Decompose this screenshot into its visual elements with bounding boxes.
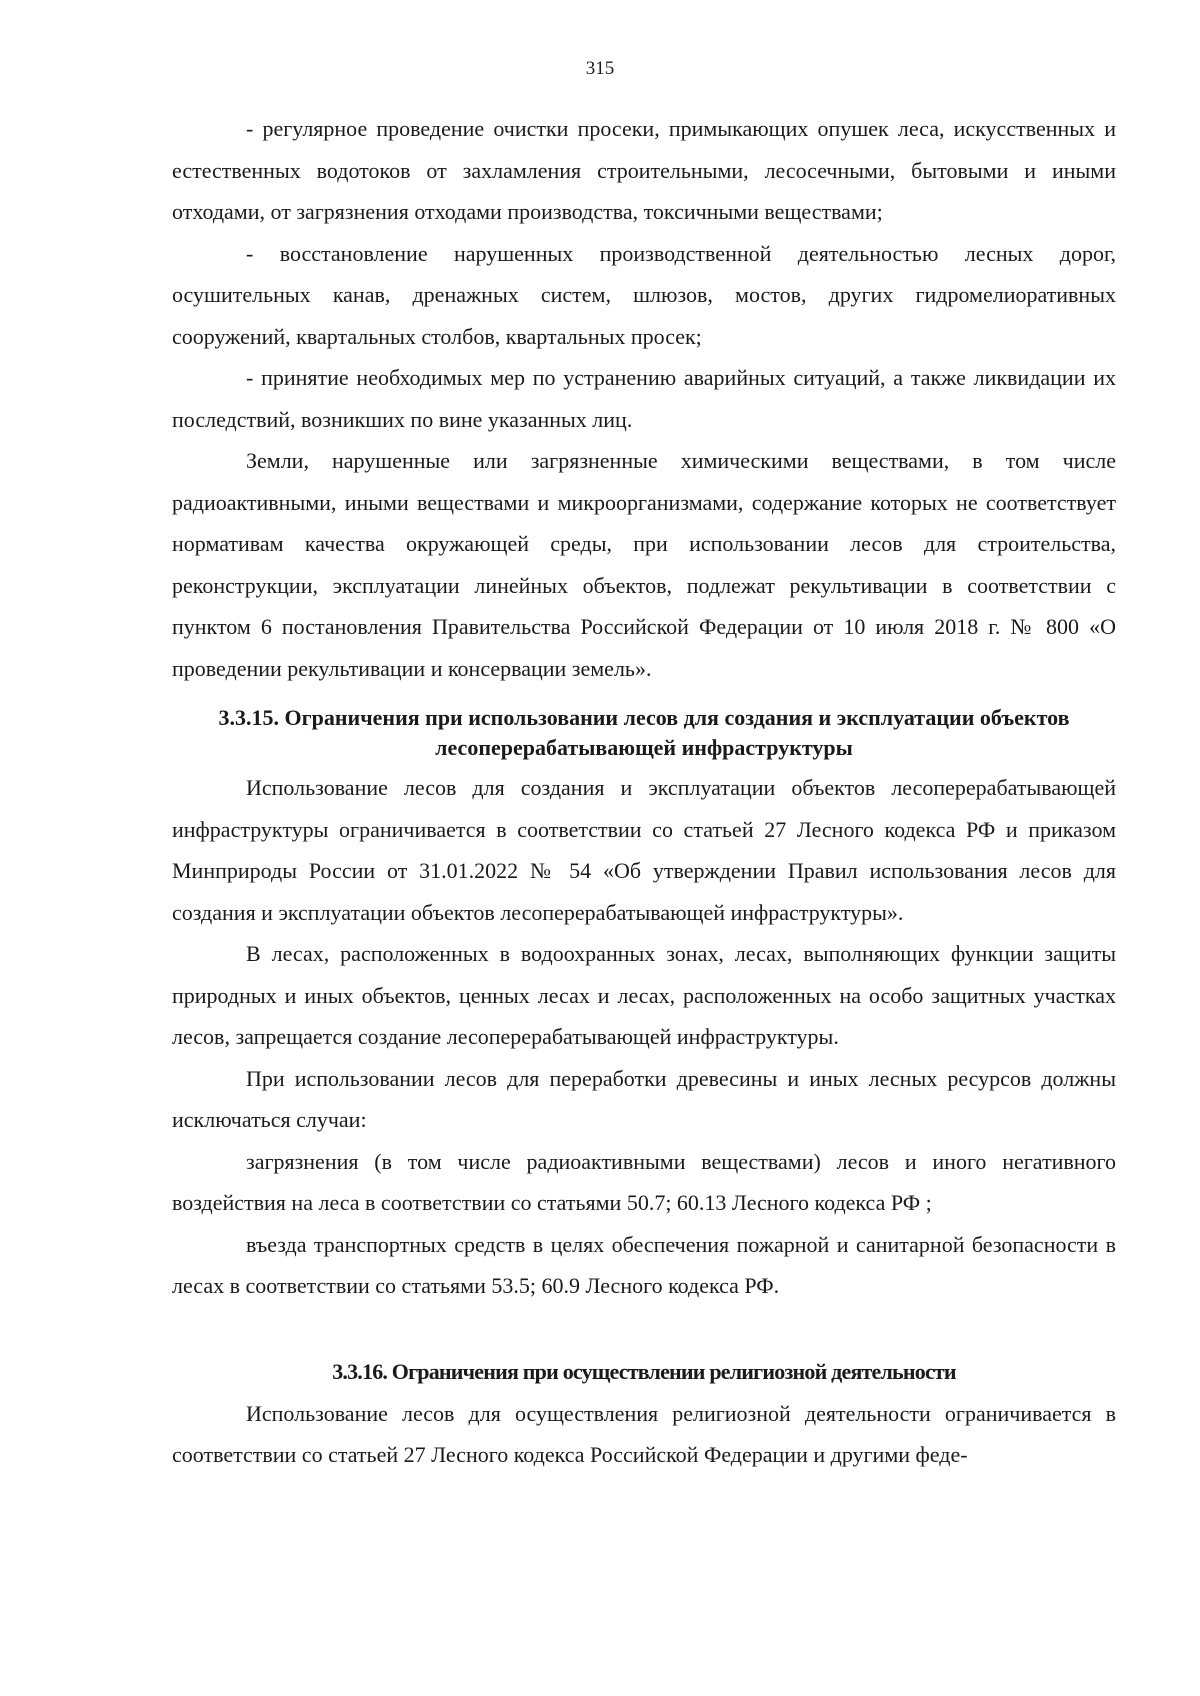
paragraph-processing-exclusions: При использовании лесов для переработки древесины и иных лесных ресурсов должны исключаться случаи: [172, 1065, 1116, 1132]
section-heading-3-3-16: 3.3.16. Ограничения при осуществлении религиозной деятельности [332, 1358, 956, 1384]
section-heading-3-3-15: 3.3.15. Ограничения при использовании лесов для создания и эксплуатации объектов лесоперерабатывающей инфраструктуры [218, 705, 1070, 760]
paragraph-land-recultivation: Земли, нарушенные или загрязненные химическими веществами, в том числе радиоактивными, иными веществами и микроорганизмами, содержание которых не соответствует нормативам качества окружающей среды, при использовании лесов для строительства, реконструкции, эксплуатации линейных объектов, подлежат рекультивации в соответствии с пунктом 6 постановления Правительства Российской Федерации от 10 июля 2018 г. № 800 «О проведении рекультивации и консервации земель». [172, 448, 1116, 681]
document-body [172, 108, 1116, 1476]
paragraph-restoration: - восстановление нарушенных производственной деятельностью лесных дорог, осушительных канав, дренажных систем, шлюзов, мостов, других гидромелиоративных сооружений, квартальных столбов, квартальных просек; [172, 240, 1116, 349]
page-number: 315 [585, 58, 615, 79]
paragraph-emergency: - принятие необходимых мер по устранению аварийных ситуаций, а также ликвидации их последствий, возникших по вине указанных лиц. [172, 365, 1116, 432]
paragraph-water-protection-zones: В лесах, расположенных в водоохранных зонах, лесах, выполняющих функции защиты природных и иных объектов, ценных лесах и лесах, расположенных на особо защитных участках лесов, запрещается создание лесоперерабатывающей инфраструктуры. [172, 941, 1116, 1049]
paragraph-pollution: загрязнения (в том числе радиоактивными веществами) лесов и иного негативного воздействия на леса в соответствии со статьями 50.7; 60.13 Лесного кодекса РФ ; [172, 1148, 1116, 1215]
paragraph-vehicle-entry: въезда транспортных средств в целях обеспечения пожарной и санитарной безопасности в лесах в соответствии со статьями 53.5; 60.9 Лесного кодекса РФ. [172, 1231, 1116, 1298]
paragraph-cleanup: - регулярное проведение очистки просеки, примыкающих опушек леса, искусственных и естественных водотоков от захламления строительными, лесосечными, бытовыми и иными отходами, от загрязнения отходами производства, токсичными веществами; [172, 116, 1116, 224]
paragraph-infrastructure-use: Использование лесов для создания и эксплуатации объектов лесоперерабатывающей инфраструктуры ограничивается в соответствии со статьей 27 Лесного кодекса РФ и приказом Минприроды России от 31.01.2022 № 54 «Об утверждении Правил использования лесов для создания и эксплуатации объектов лесоперерабатывающей инфраструктуры». [172, 775, 1116, 925]
paragraph-religious-activity: Использование лесов для осуществления религиозной деятельности ограничивается в соответствии со статьей 27 Лесного кодекса Российской Федерации и другими феде- [172, 1400, 1116, 1467]
